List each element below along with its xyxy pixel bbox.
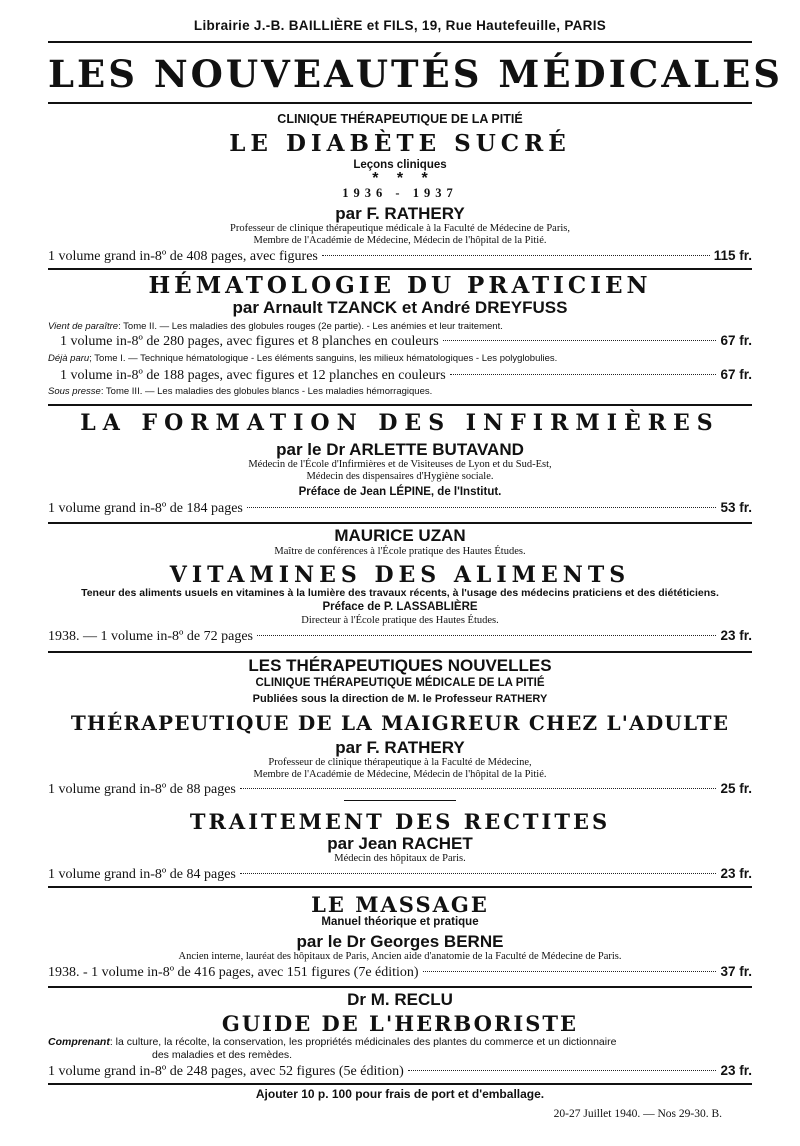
- leader-dots: [450, 374, 717, 375]
- book6-title: TRAITEMENT DES RECTITES: [189, 809, 611, 834]
- book3-title: LA FORMATION DES INFIRMIÈRES: [80, 410, 720, 436]
- book8-volume-line: [48, 1063, 752, 1080]
- book4-volume: 1938. — 1 volume in-8º de 72 pages: [48, 629, 253, 644]
- book3-author: par le Dr ARLETTE BUTAVAND: [276, 440, 524, 459]
- book7-volume-line: [48, 964, 752, 981]
- book7-credentials: Ancien interne, lauréat des hôpitaux de Paris, Ancien aide d'anatomie de la Faculté de Médecine de Paris.: [178, 951, 622, 962]
- book5-title: THÉRAPEUTIQUE DE LA MAIGREUR CHEZ L'ADULTE: [70, 711, 730, 735]
- book8-title: GUIDE DE L'HERBORISTE: [221, 1011, 579, 1036]
- shipping-note: Ajouter 10 p. 100 pour frais de port et d'emballage.: [255, 1087, 545, 1101]
- leader-dots: [257, 635, 716, 636]
- short-separator: [344, 800, 456, 801]
- book5-credentials-2: Membre de l'Académie de Médecine, Médecin de l'hôpital de la Pitié.: [253, 769, 547, 780]
- book7-title: LE MASSAGE: [311, 892, 489, 917]
- leader-dots: [443, 340, 717, 341]
- book6-credentials: Médecin des hôpitaux de Paris.: [334, 853, 466, 864]
- book5-price: 25 fr.: [720, 781, 752, 796]
- leader-dots: [247, 507, 717, 508]
- book4-author: MAURICE UZAN: [334, 526, 466, 545]
- book2-note-1: [48, 321, 503, 332]
- book4-price: 23 fr.: [720, 628, 752, 643]
- book3-volume: 1 volume grand in-8º de 184 pages: [48, 501, 243, 516]
- book3-credentials-1: Médecin de l'École d'Infirmières et de Visiteuses de Lyon et du Sud-Est,: [248, 459, 552, 470]
- book3-credentials-2: Médecin des dispensaires d'Hygiène sociale.: [306, 471, 494, 482]
- book5-credentials-1: Professeur de clinique thérapeutique à la Faculté de Médecine,: [268, 757, 532, 768]
- publisher-line: Librairie J.-B. BAILLIÈRE et FILS, 19, Rue Hautefeuille, PARIS: [193, 18, 607, 33]
- note-label: Vient de paraître: [48, 321, 119, 332]
- book4-volume-line: [48, 628, 752, 645]
- book1-credentials-1: Professeur de clinique thérapeutique médicale à la Faculté de Médecine de Paris,: [230, 223, 570, 234]
- book7-volume: 1938. - 1 volume in-8º de 416 pages, avec 151 figures (7e édition): [48, 965, 419, 980]
- book4-preface: Préface de P. LASSABLIÈRE: [322, 601, 478, 613]
- book7-subtitle: Manuel théorique et pratique: [321, 916, 479, 928]
- separator: [48, 886, 752, 888]
- leader-dots: [322, 255, 710, 256]
- book1-price: 115 fr.: [713, 248, 752, 263]
- book1-stars: * * *: [372, 170, 428, 187]
- note-text: : la culture, la récolte, la conservation, les propriétés médicinales des plantes du commerce et un dictionnaire: [109, 1036, 617, 1048]
- note-text: ; Tome I. — Technique hématologique - Les éléments sanguins, les milieux hématologiques - Les polyglobulies.: [89, 353, 558, 364]
- book5-volume: 1 volume grand in-8º de 88 pages: [48, 782, 236, 797]
- separator: [48, 1083, 752, 1085]
- book4-description: Teneur des aliments usuels en vitamines à la lumière des travaux récents, à l'usage des médecins praticiens et des diététiciens.: [81, 587, 719, 599]
- page-title: LES NOUVEAUTÉS MÉDICALES: [48, 52, 784, 96]
- book2-note-2: [48, 353, 557, 364]
- book7-author: par le Dr Georges BERNE: [296, 932, 504, 951]
- separator: [48, 651, 752, 653]
- book1-credentials-2: Membre de l'Académie de Médecine, Médecin de l'hôpital de la Pitié.: [253, 235, 547, 246]
- leader-dots: [240, 788, 717, 789]
- book1-author: par F. RATHERY: [335, 204, 465, 223]
- note-label: Comprenant: [48, 1036, 110, 1048]
- book8-author: Dr M. RECLU: [347, 990, 453, 1009]
- book8-description: [48, 1036, 616, 1048]
- book3-volume-line: [48, 500, 752, 517]
- leader-dots: [240, 873, 717, 874]
- book5-direction: Publiées sous la direction de M. le Professeur RATHERY: [252, 693, 548, 705]
- book4-title: VITAMINES DES ALIMENTS: [169, 562, 631, 588]
- book6-author: par Jean RACHET: [327, 834, 473, 853]
- separator: [48, 986, 752, 988]
- book8-price: 23 fr.: [720, 1063, 752, 1078]
- book2-price-2: 67 fr.: [720, 367, 752, 382]
- book1-title: LE DIABÈTE SUCRÉ: [229, 130, 571, 157]
- book3-price: 53 fr.: [720, 500, 752, 515]
- book5-series: LES THÉRAPEUTIQUES NOUVELLES: [248, 656, 552, 675]
- book5-series-sub: CLINIQUE THÉRAPEUTIQUE MÉDICALE DE LA PITIÉ: [255, 677, 545, 689]
- book1-subtitle: Leçons cliniques: [353, 159, 447, 171]
- book8-volume: 1 volume grand in-8º de 248 pages, avec 52 figures (5e édition): [48, 1064, 404, 1079]
- book8-description-2: des maladies et des remèdes.: [152, 1049, 293, 1061]
- book1-volume-line: [48, 248, 752, 265]
- book2-volume-1: 1 volume in-8º de 280 pages, avec figures et 8 planches en couleurs: [60, 334, 439, 349]
- advertisement-page: [48, 0, 784, 1146]
- separator: [48, 404, 752, 406]
- book5-author: par F. RATHERY: [335, 738, 465, 757]
- note-label: Déjà paru: [48, 353, 90, 364]
- leader-dots: [408, 1070, 717, 1071]
- book7-price: 37 fr.: [720, 964, 752, 979]
- book2-volume-line-1: [60, 333, 752, 350]
- book3-preface: Préface de Jean LÉPINE, de l'Institut.: [298, 486, 502, 498]
- leader-dots: [423, 971, 717, 972]
- header-rule-top: [48, 41, 752, 43]
- book2-volume-2: 1 volume in-8º de 188 pages, avec figures et 12 planches en couleurs: [60, 368, 446, 383]
- book1-years: 1936 - 1937: [342, 186, 458, 200]
- book6-volume-line: [48, 866, 752, 883]
- book4-preface-credentials: Directeur à l'École pratique des Hautes Études.: [301, 615, 499, 626]
- book1-series: CLINIQUE THÉRAPEUTIQUE DE LA PITIÉ: [277, 112, 523, 126]
- note-label: Sous presse: [48, 386, 101, 397]
- note-text: : Tome II. — Les maladies des globules rouges (2e partie). - Les anémies et leur traitement.: [118, 321, 503, 332]
- separator: [48, 268, 752, 270]
- book2-title: HÉMATOLOGIE DU PRATICIEN: [148, 272, 652, 299]
- book2-author: par Arnault TZANCK et André DREYFUSS: [232, 298, 568, 317]
- header-rule-bottom: [48, 102, 752, 104]
- book2-price-1: 67 fr.: [720, 333, 752, 348]
- separator: [48, 522, 752, 524]
- book5-volume-line: [48, 781, 752, 798]
- book6-price: 23 fr.: [720, 866, 752, 881]
- book6-volume: 1 volume grand in-8º de 84 pages: [48, 867, 236, 882]
- book2-volume-line-2: [60, 367, 752, 384]
- book2-note-3: [48, 386, 432, 397]
- book4-credentials: Maître de conférences à l'École pratique des Hautes Études.: [274, 546, 526, 557]
- issue-date: 20-27 Juillet 1940. — Nos 29-30. B.: [553, 1108, 722, 1120]
- note-text: : Tome III. — Les maladies des globules blancs - Les maladies hémorragiques.: [100, 386, 433, 397]
- book1-volume: 1 volume grand in-8º de 408 pages, avec figures: [48, 249, 318, 264]
